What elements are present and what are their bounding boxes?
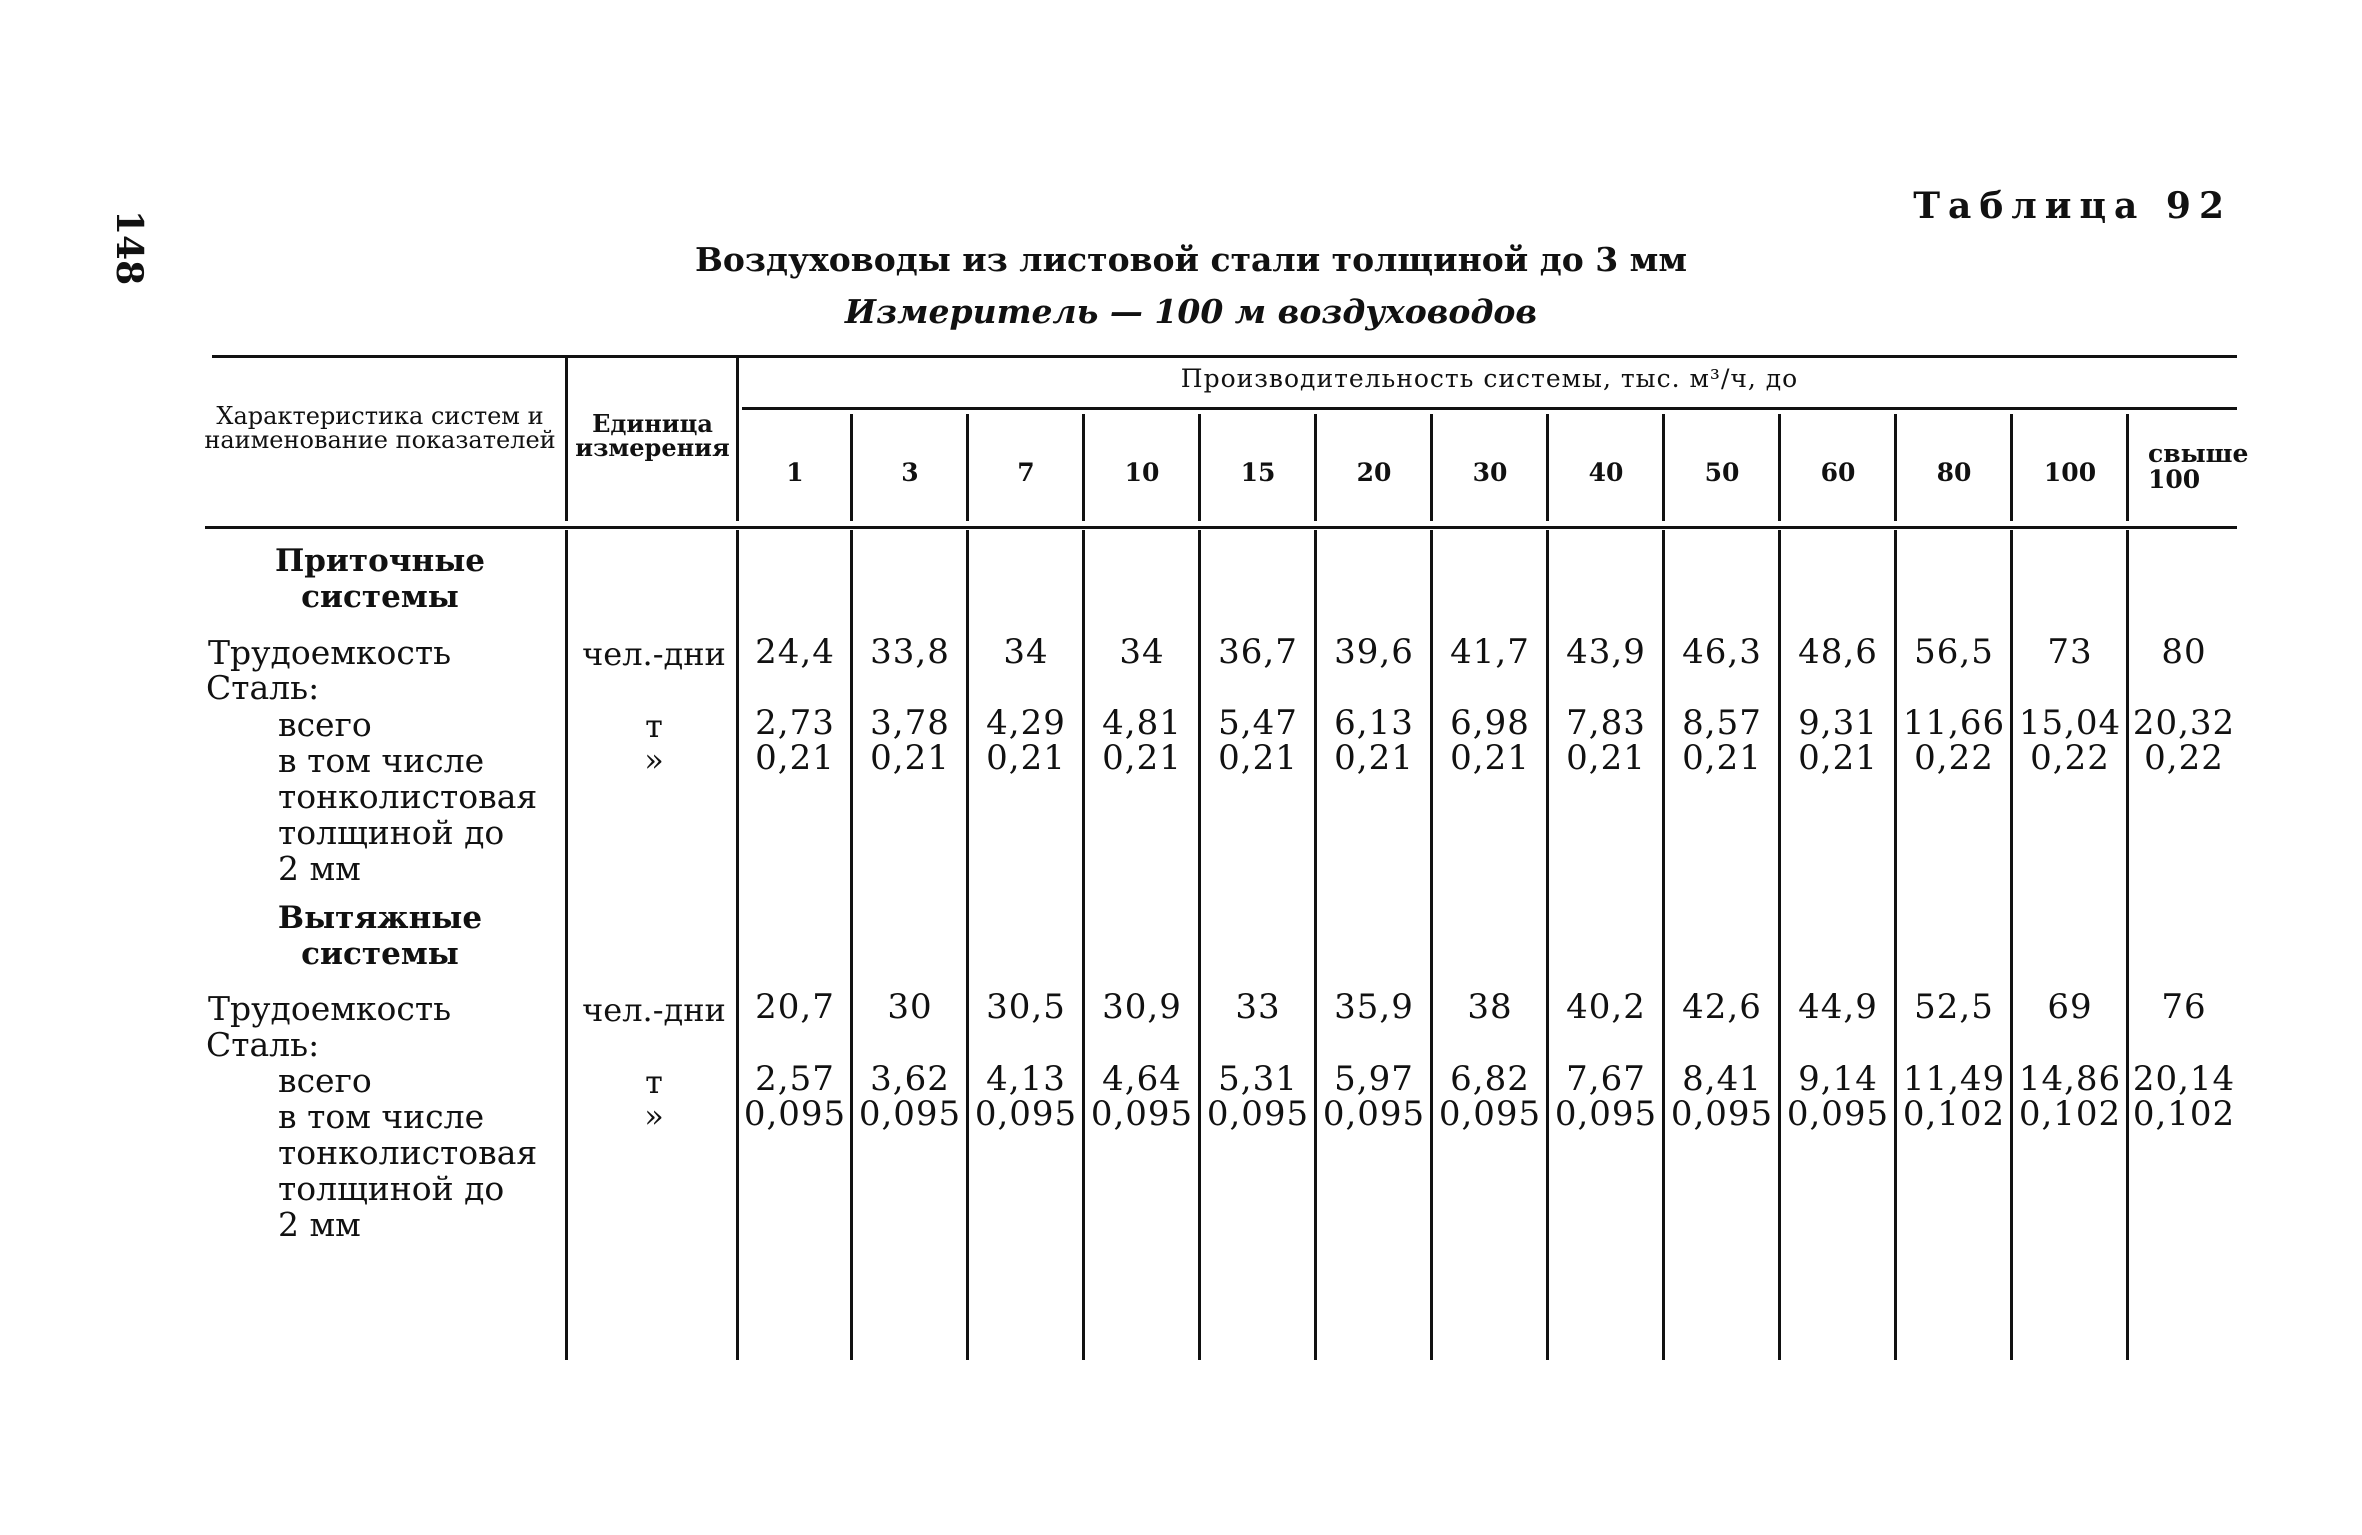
supply-total-value: 9,31 (1798, 703, 1878, 743)
exhaust-labor-value: 44,9 (1798, 987, 1878, 1027)
supply-thin-value: 0,21 (1450, 738, 1530, 778)
column-rule (2010, 414, 2013, 521)
supply-total-value: 2,73 (755, 703, 835, 743)
exhaust-total-value: 5,97 (1334, 1059, 1414, 1099)
exhaust-labor-value: 76 (2161, 987, 2207, 1027)
supply-labor-value: 46,3 (1682, 632, 1762, 672)
exhaust-total-value: 8,41 (1682, 1059, 1762, 1099)
supply-total-value: 6,13 (1334, 703, 1414, 743)
capacity-column-header: 50 (1704, 458, 1740, 487)
supply-labor-value: 56,5 (1914, 632, 1994, 672)
thin-label-line: в том числе (278, 1097, 485, 1136)
supply-labor-value: 34 (1003, 632, 1049, 672)
exhaust-labor-value: 69 (2047, 987, 2093, 1027)
exhaust-thin-value: 0,102 (2132, 1094, 2236, 1134)
capacity-column-header: 30 (1472, 458, 1508, 487)
capacity-column-header: 40 (1588, 458, 1624, 487)
unit-thin: » (644, 741, 664, 779)
header-unit: Единица измерения (575, 409, 730, 462)
capacity-column-header: 7 (1017, 458, 1035, 487)
exhaust-thin-value: 0,095 (1206, 1094, 1310, 1134)
column-rule (850, 414, 853, 521)
thin-label-line: тонколистовая (278, 1133, 538, 1172)
supply-thin-value: 0,21 (870, 738, 950, 778)
thin-label-line: толщиной до (278, 813, 505, 852)
exhaust-labor-value: 52,5 (1914, 987, 1994, 1027)
supply-thin-value: 0,21 (1566, 738, 1646, 778)
row-label-steel: Сталь: (206, 668, 320, 707)
exhaust-thin-value: 0,095 (858, 1094, 962, 1134)
column-rule (1314, 414, 1317, 521)
capacity-column-header: 15 (1240, 458, 1276, 487)
supply-labor-value: 33,8 (870, 632, 950, 672)
thin-label-line: 2 мм (278, 849, 361, 888)
exhaust-total-value: 20,14 (2132, 1059, 2236, 1099)
table-top-rule (212, 355, 2237, 358)
column-rule (565, 530, 568, 1360)
capacity-column-header: 10 (1124, 458, 1160, 487)
supply-thin-value: 0,22 (2030, 738, 2110, 778)
group-title-supply: Приточные системы (274, 543, 485, 615)
exhaust-total-value: 6,82 (1450, 1059, 1530, 1099)
column-rule (736, 358, 739, 521)
supply-total-value: 3,78 (870, 703, 950, 743)
exhaust-total-value: 3,62 (870, 1059, 950, 1099)
exhaust-labor-value: 20,7 (755, 987, 835, 1027)
exhaust-labor-value: 35,9 (1334, 987, 1414, 1027)
exhaust-total-value: 5,31 (1218, 1059, 1298, 1099)
capacity-span-rule (742, 407, 2237, 410)
column-rule (1198, 414, 1201, 521)
thin-label-line: 2 мм (278, 1205, 361, 1244)
supply-thin-value: 0,21 (1102, 738, 1182, 778)
supply-thin-value: 0,21 (986, 738, 1066, 778)
supply-total-value: 7,83 (1566, 703, 1646, 743)
column-rule (966, 414, 969, 521)
unit-labor: чел.-дни (582, 991, 726, 1029)
row-label-thin (278, 741, 538, 888)
capacity-last-header: свыше 100 (2148, 439, 2249, 494)
column-rule (1546, 414, 1549, 521)
exhaust-thin-value: 0,095 (1554, 1094, 1658, 1134)
exhaust-labor-value: 38 (1467, 987, 1513, 1027)
unit-total: т (645, 1063, 663, 1101)
row-label-total: всего (278, 1061, 372, 1100)
capacity-column-header: 60 (1820, 458, 1856, 487)
row-label-labor: Трудоемкость (208, 633, 452, 672)
supply-thin-value: 0,21 (1798, 738, 1878, 778)
row-label-steel: Сталь: (206, 1025, 320, 1064)
supply-thin-value: 0,21 (1218, 738, 1298, 778)
table-label: Таблица 92 (1913, 185, 2232, 227)
column-rule (2126, 414, 2129, 521)
supply-total-value: 4,29 (986, 703, 1066, 743)
row-label-thin (278, 1097, 538, 1244)
table-title: Воздуховоды из листовой стали толщиной до 3 мм (695, 240, 1687, 279)
exhaust-labor-value: 30 (887, 987, 933, 1027)
exhaust-labor-value: 33 (1235, 987, 1281, 1027)
exhaust-thin-value: 0,095 (974, 1094, 1078, 1134)
exhaust-thin-value: 0,095 (1438, 1094, 1542, 1134)
column-rule (1778, 414, 1781, 521)
supply-thin-value: 0,21 (755, 738, 835, 778)
supply-total-value: 5,47 (1218, 703, 1298, 743)
capacity-column-header: 1 (786, 458, 804, 487)
header-capacity-span: Производительность системы, тыс. м³/ч, до (1180, 364, 1799, 393)
supply-labor-value: 34 (1119, 632, 1165, 672)
supply-labor-value: 36,7 (1218, 632, 1298, 672)
supply-thin-value: 0,21 (1334, 738, 1414, 778)
header-bottom-rule (205, 526, 2237, 529)
supply-total-value: 15,04 (2018, 703, 2122, 743)
group-title-exhaust: Вытяжные системы (277, 900, 483, 972)
supply-labor-value: 73 (2047, 632, 2093, 672)
supply-labor-value: 39,6 (1334, 632, 1414, 672)
exhaust-labor-value: 42,6 (1682, 987, 1762, 1027)
column-rule (1082, 414, 1085, 521)
thin-label-line: толщиной до (278, 1169, 505, 1208)
supply-total-value: 4,81 (1102, 703, 1182, 743)
exhaust-thin-value: 0,095 (1786, 1094, 1890, 1134)
supply-total-value: 20,32 (2132, 703, 2236, 743)
exhaust-total-value: 4,13 (986, 1059, 1066, 1099)
supply-thin-value: 0,22 (2144, 738, 2224, 778)
table-subtitle: Измеритель — 100 м воздуховодов (844, 292, 1538, 331)
capacity-column-header: 3 (901, 458, 919, 487)
unit-thin: » (644, 1097, 664, 1135)
exhaust-thin-value: 0,095 (1090, 1094, 1194, 1134)
exhaust-thin-value: 0,102 (1902, 1094, 2006, 1134)
exhaust-total-value: 2,57 (755, 1059, 835, 1099)
exhaust-thin-value: 0,095 (743, 1094, 847, 1134)
column-rule (565, 358, 568, 521)
supply-labor-value: 80 (2161, 632, 2207, 672)
supply-total-value: 6,98 (1450, 703, 1530, 743)
exhaust-total-value: 11,49 (1902, 1059, 2006, 1099)
exhaust-total-value: 4,64 (1102, 1059, 1182, 1099)
header-characteristics: Характеристика систем и наименование показателей (204, 402, 556, 454)
exhaust-total-value: 14,86 (2018, 1059, 2122, 1099)
unit-total: т (645, 707, 663, 745)
capacity-column-header: 80 (1936, 458, 1972, 487)
column-rule (1430, 414, 1433, 521)
exhaust-thin-value: 0,095 (1670, 1094, 1774, 1134)
page-number: 148 (108, 210, 150, 286)
unit-labor: чел.-дни (582, 635, 726, 673)
exhaust-labor-value: 40,2 (1566, 987, 1646, 1027)
supply-total-value: 8,57 (1682, 703, 1762, 743)
row-label-labor: Трудоемкость (208, 989, 452, 1028)
exhaust-labor-value: 30,9 (1102, 987, 1182, 1027)
supply-labor-value: 43,9 (1566, 632, 1646, 672)
column-rule (1894, 414, 1897, 521)
column-rule (1662, 414, 1665, 521)
thin-label-line: тонколистовая (278, 777, 538, 816)
exhaust-total-value: 7,67 (1566, 1059, 1646, 1099)
exhaust-labor-value: 30,5 (986, 987, 1066, 1027)
capacity-column-header: 20 (1356, 458, 1392, 487)
supply-total-value: 11,66 (1902, 703, 2006, 743)
supply-thin-value: 0,21 (1682, 738, 1762, 778)
capacity-column-header: 100 (2043, 458, 2097, 487)
supply-labor-value: 48,6 (1798, 632, 1878, 672)
exhaust-thin-value: 0,102 (2018, 1094, 2122, 1134)
supply-labor-value: 24,4 (755, 632, 835, 672)
exhaust-total-value: 9,14 (1798, 1059, 1878, 1099)
supply-thin-value: 0,22 (1914, 738, 1994, 778)
supply-labor-value: 41,7 (1450, 632, 1530, 672)
row-label-total: всего (278, 705, 372, 744)
exhaust-thin-value: 0,095 (1322, 1094, 1426, 1134)
thin-label-line: в том числе (278, 741, 485, 780)
